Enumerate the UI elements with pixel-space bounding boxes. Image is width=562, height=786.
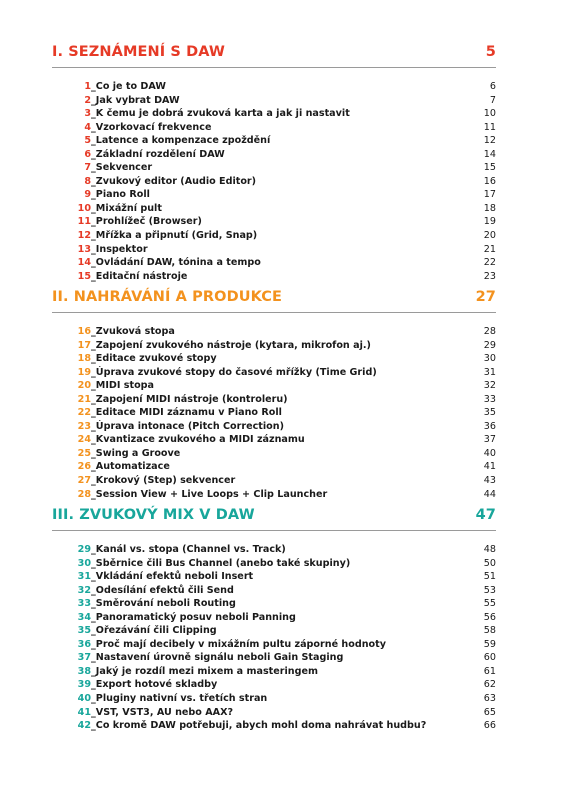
toc-item-title: _Sběrnice čili Bus Channel (anebo také skupiny) [91, 557, 351, 569]
toc-item[interactable] [76, 624, 496, 638]
toc-item-page: 28 [483, 326, 496, 337]
toc-item-title: _Editační nástroje [91, 270, 188, 282]
toc-item-number: 9 [84, 189, 91, 201]
toc-item-title: _Mřížka a připnutí (Grid, Snap) [91, 230, 258, 242]
toc-item[interactable] [76, 202, 496, 216]
toc-item[interactable] [76, 175, 496, 189]
toc-item-page: 61 [483, 665, 496, 677]
toc-item-title: _Základní rozdělení DAW [91, 148, 225, 160]
toc-item-title: _Kvantizace zvukového a MIDI záznamu [91, 434, 305, 446]
toc-item-number: 2 [84, 94, 91, 106]
toc-item-title: _Vzorkovací frekvence [91, 121, 212, 133]
toc-item-page: 32 [483, 380, 496, 392]
toc-item-number: 18 [77, 353, 91, 365]
section-heading [52, 289, 496, 305]
toc-item-number: 40 [77, 693, 91, 705]
toc-item[interactable] [76, 488, 496, 502]
section-title: II. NAHRÁVÁNÍ A PRODUKCE [52, 289, 283, 305]
toc-item-title: _Automatizace [91, 461, 170, 473]
toc-item-page: 6 [489, 81, 496, 92]
toc-item-number: 34 [77, 611, 91, 623]
toc-item-page: 48 [483, 544, 496, 555]
toc-item-number: 32 [77, 584, 91, 596]
toc-item-page: 65 [483, 706, 496, 718]
toc-item-number: 37 [77, 652, 91, 664]
toc-item-title: _Session View + Live Loops + Clip Launcher [91, 488, 328, 500]
toc-item[interactable] [76, 706, 496, 720]
toc-item-title: _Latence a kompenzace zpoždění [91, 135, 271, 147]
toc-item-title: _VST, VST3, AU nebo AAX? [91, 706, 234, 718]
toc-item-page: 43 [483, 475, 496, 487]
section-2 [52, 289, 496, 501]
toc-item-number: 11 [77, 216, 91, 228]
toc-item-page: 56 [483, 611, 496, 623]
toc-item-page: 22 [483, 257, 496, 269]
toc-item-title: _Mixážní pult [91, 202, 162, 214]
toc-item-number: 21 [77, 393, 91, 405]
toc-item[interactable] [76, 651, 496, 665]
toc-item[interactable] [76, 80, 496, 94]
toc-item-title: _Swing a Groove [91, 447, 181, 459]
toc-item-number: 27 [77, 475, 91, 487]
toc-item-number: 19 [77, 366, 91, 378]
toc-item-number: 20 [77, 380, 91, 392]
toc-item-page: 15 [483, 162, 496, 174]
toc-item-number: 6 [84, 148, 91, 160]
toc-item-title: _Úprava intonace (Pitch Correction) [91, 420, 284, 432]
toc-item-page: 40 [483, 447, 496, 459]
toc-item-page: 55 [483, 598, 496, 610]
toc-list [52, 80, 496, 283]
toc-item-page: 7 [489, 94, 496, 106]
toc-item[interactable] [76, 447, 496, 461]
toc-item-page: 36 [483, 420, 496, 432]
toc-item-title: _Odesílání efektů čili Send [91, 584, 234, 596]
toc-item-number: 10 [77, 202, 91, 214]
toc-item-number: 12 [77, 230, 91, 242]
toc-item-page: 29 [483, 339, 496, 351]
toc-item-title: _Jaký je rozdíl mezi mixem a masteringem [91, 665, 318, 677]
toc-item-page: 50 [483, 557, 496, 569]
toc-item[interactable] [76, 188, 496, 202]
toc-item-title: _Co je to DAW [91, 81, 166, 92]
toc-item-number: 33 [77, 598, 91, 610]
toc-item-title: _Ořezávání čili Clipping [91, 625, 217, 637]
toc-item[interactable] [76, 597, 496, 611]
toc-item-page: 58 [483, 625, 496, 637]
toc-item-page: 23 [483, 270, 496, 282]
toc-item-title: _K čemu je dobrá zvuková karta a jak ji nastavit [91, 108, 350, 120]
toc-item-title: _Nastavení úrovně signálu neboli Gain Staging [91, 652, 344, 664]
toc-item-number: 7 [84, 162, 91, 174]
toc-item-title: _Piano Roll [91, 189, 150, 201]
toc-list [52, 325, 496, 501]
toc-item[interactable] [76, 121, 496, 135]
toc-item-title: _Krokový (Step) sekvencer [91, 475, 236, 487]
toc-item-page: 59 [483, 638, 496, 650]
toc-item-number: 39 [77, 679, 91, 691]
toc-item-page: 37 [483, 434, 496, 446]
toc-item-page: 18 [483, 202, 496, 214]
toc-item[interactable] [76, 611, 496, 625]
toc-item-title: _Editace MIDI záznamu v Piano Roll [91, 407, 282, 419]
toc-item-page: 66 [483, 720, 496, 732]
toc-item-page: 11 [483, 121, 496, 133]
toc-item-page: 35 [483, 407, 496, 419]
toc-item-number: 42 [77, 720, 91, 732]
toc-item-number: 26 [77, 461, 91, 473]
toc-item-page: 17 [483, 189, 496, 201]
toc-item[interactable] [76, 161, 496, 175]
toc-item[interactable] [76, 325, 496, 339]
toc-item-page: 19 [483, 216, 496, 228]
toc-item-title: _Proč mají decibely v mixážním pultu záporné hodnoty [91, 638, 386, 650]
toc-item-title: _Jak vybrat DAW [91, 94, 180, 106]
toc-item-page: 53 [483, 584, 496, 596]
toc-item-title: _Editace zvukové stopy [91, 353, 217, 365]
toc-item[interactable] [76, 94, 496, 108]
toc-item-number: 24 [77, 434, 91, 446]
section-heading [52, 44, 496, 60]
toc-item-page: 60 [483, 652, 496, 664]
toc-item[interactable] [76, 229, 496, 243]
toc-item[interactable] [76, 379, 496, 393]
toc-item-number: 15 [77, 270, 91, 282]
toc-item-page: 30 [483, 353, 496, 365]
toc-item-page: 41 [483, 461, 496, 473]
toc-item[interactable] [76, 584, 496, 598]
toc-item-page: 14 [483, 148, 496, 160]
toc-item-number: 16 [77, 326, 91, 337]
section-title: III. ZVUKOVÝ MIX V DAW [52, 507, 255, 523]
toc-item-title: _Sekvencer [91, 162, 153, 174]
toc-list [52, 543, 496, 733]
toc-item[interactable] [76, 107, 496, 121]
toc-item-title: _Ovládání DAW, tónina a tempo [91, 257, 261, 269]
toc-item-title: _Pluginy nativní vs. třetích stran [91, 693, 268, 705]
section-1 [52, 44, 496, 283]
section-divider [52, 67, 496, 68]
toc-item-title: _Vkládání efektů neboli Insert [91, 571, 254, 583]
toc-item-title: _MIDI stopa [91, 380, 155, 392]
toc-item-title: _Zvuková stopa [91, 326, 175, 337]
toc-item-page: 20 [483, 230, 496, 242]
toc-item-page: 31 [483, 366, 496, 378]
toc-item-title: _Kanál vs. stopa (Channel vs. Track) [91, 544, 286, 555]
toc-item-number: 13 [77, 243, 91, 255]
toc-item-number: 41 [77, 706, 91, 718]
toc-item-page: 16 [483, 175, 496, 187]
toc-item[interactable] [76, 460, 496, 474]
toc-item[interactable] [76, 665, 496, 679]
toc-item-page: 12 [483, 135, 496, 147]
toc-item-number: 22 [77, 407, 91, 419]
toc-item-title: _Úprava zvukové stopy do časové mřížky (Time Grid) [91, 366, 377, 378]
toc-item-number: 30 [77, 557, 91, 569]
section-page: 5 [485, 44, 496, 60]
toc-item[interactable] [76, 570, 496, 584]
toc-item-page: 51 [483, 571, 496, 583]
toc-item[interactable] [76, 243, 496, 257]
toc-item[interactable] [76, 352, 496, 366]
toc-item-number: 36 [77, 638, 91, 650]
toc-item[interactable] [76, 270, 496, 284]
section-divider [52, 312, 496, 313]
toc-item[interactable] [76, 719, 496, 733]
toc-item-number: 31 [77, 571, 91, 583]
toc-item-title: _Zapojení MIDI nástroje (kontroleru) [91, 393, 288, 405]
toc-item-title: _Export hotové skladby [91, 679, 218, 691]
toc-item[interactable] [76, 420, 496, 434]
toc-item[interactable] [76, 366, 496, 380]
toc-item-number: 29 [77, 544, 91, 555]
toc-item[interactable] [76, 557, 496, 571]
toc-item-page: 44 [483, 488, 496, 500]
toc-item-number: 8 [84, 175, 91, 187]
toc-item[interactable] [76, 638, 496, 652]
toc-item-page: 21 [483, 243, 496, 255]
toc-item-title: _Prohlížeč (Browser) [91, 216, 202, 228]
toc-item-number: 28 [77, 488, 91, 500]
toc-item-number: 35 [77, 625, 91, 637]
toc-item[interactable] [76, 256, 496, 270]
toc-item-number: 17 [77, 339, 91, 351]
toc-item-number: 3 [84, 108, 91, 120]
toc-item-number: 23 [77, 420, 91, 432]
toc-item-number: 5 [84, 135, 91, 147]
toc-item-page: 62 [483, 679, 496, 691]
toc-item-number: 14 [77, 257, 91, 269]
section-divider [52, 530, 496, 531]
toc-item-title: _Zvukový editor (Audio Editor) [91, 175, 257, 187]
toc-item[interactable] [76, 433, 496, 447]
toc-item-title: _Co kromě DAW potřebuji, abych mohl doma nahrávat hudbu? [91, 720, 427, 732]
toc-item[interactable] [76, 543, 496, 557]
toc-item-title: _Zapojení zvukového nástroje (kytara, mikrofon aj.) [91, 339, 371, 351]
toc-item-title: _Panoramatický posuv neboli Panning [91, 611, 296, 623]
toc-item[interactable] [76, 406, 496, 420]
toc-item-page: 33 [483, 393, 496, 405]
toc-item[interactable] [76, 393, 496, 407]
toc-item[interactable] [76, 692, 496, 706]
section-title: I. SEZNÁMENÍ S DAW [52, 44, 225, 60]
toc-item[interactable] [76, 339, 496, 353]
section-page: 47 [475, 507, 496, 523]
toc-item-number: 38 [77, 665, 91, 677]
section-heading [52, 507, 496, 523]
toc-item-title: _Inspektor [91, 243, 148, 255]
toc-item-page: 10 [483, 108, 496, 120]
toc-item[interactable] [76, 134, 496, 148]
section-3 [52, 507, 496, 733]
toc-item[interactable] [76, 678, 496, 692]
toc-item[interactable] [76, 215, 496, 229]
toc-item[interactable] [76, 148, 496, 162]
toc-item-number: 4 [84, 121, 91, 133]
section-page: 27 [475, 289, 496, 305]
toc-item-number: 25 [77, 447, 91, 459]
toc-item[interactable] [76, 474, 496, 488]
toc-item-page: 63 [483, 693, 496, 705]
toc-item-title: _Směrování neboli Routing [91, 598, 236, 610]
toc-item-number: 1 [84, 81, 91, 92]
